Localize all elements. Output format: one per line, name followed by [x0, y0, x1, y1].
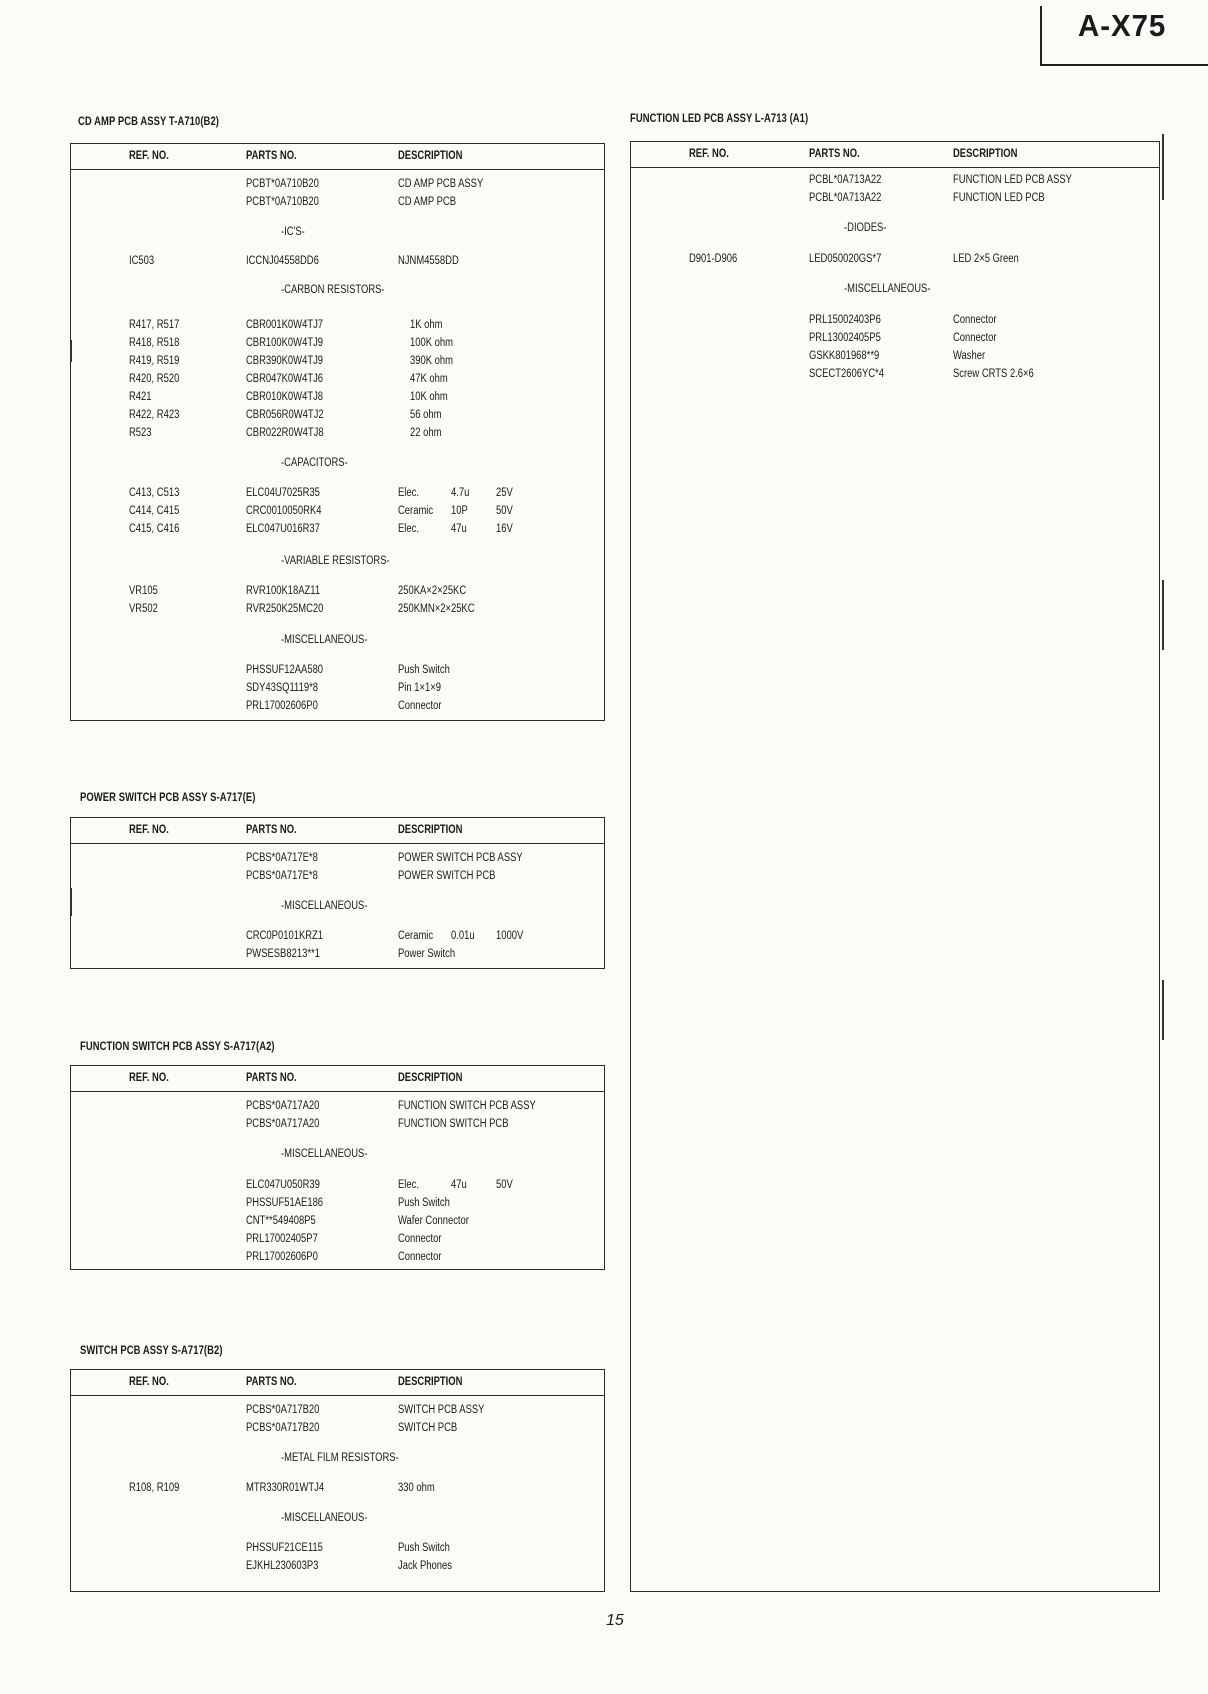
part-number: PCBS*0A717E*8 — [246, 870, 318, 882]
scan-edge-mark — [70, 888, 72, 916]
category-heading: -CARBON RESISTORS- — [281, 284, 385, 296]
description: CD AMP PCB — [398, 196, 457, 208]
description-header: DESCRIPTION — [398, 1376, 463, 1388]
table-row — [71, 1197, 604, 1213]
table-header — [71, 144, 604, 170]
description: SWITCH PCB ASSY — [398, 1404, 485, 1416]
description: FUNCTION SWITCH PCB ASSY — [398, 1100, 536, 1112]
part-number: PWSESB8213**1 — [246, 948, 320, 960]
part-number: PCBS*0A717E*8 — [246, 852, 318, 864]
ref-no: R418, R518 — [129, 337, 180, 349]
part-number: PCBT*0A710B20 — [246, 196, 319, 208]
part-number: PRL17002606P0 — [246, 700, 318, 712]
scan-edge-mark — [1162, 980, 1164, 1040]
table-row — [71, 355, 604, 371]
table-row — [71, 409, 604, 425]
voltage-rating: 50V — [496, 505, 513, 517]
parts-table — [630, 141, 1160, 1592]
category-heading: -METAL FILM RESISTORS- — [281, 1452, 399, 1464]
parts-table — [70, 817, 605, 969]
part-number: CRC0P0101KRZ1 — [246, 930, 324, 942]
section-title: POWER SWITCH PCB ASSY S-A717(E) — [80, 792, 256, 804]
description: Elec. — [398, 487, 419, 499]
ref-no: VR105 — [129, 585, 158, 597]
section-title: FUNCTION SWITCH PCB ASSY S-A717(A2) — [80, 1041, 275, 1053]
part-number: SDY43SQ1119*8 — [246, 682, 319, 694]
part-number: ELC047U050R39 — [246, 1179, 320, 1191]
category-heading: -MISCELLANEOUS- — [281, 1148, 368, 1160]
table-header — [71, 1066, 604, 1092]
table-row — [631, 192, 1159, 208]
description: FUNCTION LED PCB — [953, 192, 1045, 204]
ref-no: C413, C513 — [129, 487, 180, 499]
table-row — [71, 1118, 604, 1134]
table-row — [71, 682, 604, 698]
part-number: EJKHL230603P3 — [246, 1560, 319, 1572]
description: FUNCTION SWITCH PCB — [398, 1118, 509, 1130]
part-number: CRC0010050RK4 — [246, 505, 322, 517]
table-row — [631, 350, 1159, 366]
description: LED 2×5 Green — [953, 253, 1019, 265]
category-heading: -MISCELLANEOUS- — [281, 900, 368, 912]
part-number: CBR056R0W4TJ2 — [246, 409, 324, 421]
table-row — [71, 585, 604, 601]
part-number: PHSSUF21CE115 — [246, 1542, 323, 1554]
description-header: DESCRIPTION — [398, 824, 463, 836]
part-number: PCBT*0A710B20 — [246, 178, 319, 190]
description: Screw CRTS 2.6×6 — [953, 368, 1034, 380]
table-row — [71, 337, 604, 353]
category-heading: -CAPACITORS- — [281, 457, 348, 469]
table-row — [71, 505, 604, 521]
parts-table — [70, 1369, 605, 1592]
table-row — [71, 1179, 604, 1195]
table-row — [71, 427, 604, 443]
description: 56 ohm — [410, 409, 442, 421]
description: Connector — [398, 700, 442, 712]
page-number: 15 — [606, 1612, 624, 1629]
description: 100K ohm — [410, 337, 453, 349]
part-number: PCBL*0A713A22 — [809, 192, 882, 204]
description: CD AMP PCB ASSY — [398, 178, 484, 190]
table-row — [71, 1251, 604, 1267]
table-row — [71, 603, 604, 619]
part-number: PRL17002405P7 — [246, 1233, 318, 1245]
part-number: ELC047U016R37 — [246, 523, 320, 535]
table-row — [71, 319, 604, 335]
part-number: SCECT2606YC*4 — [809, 368, 884, 380]
section-title: SWITCH PCB ASSY S-A717(B2) — [80, 1345, 223, 1357]
scan-edge-mark — [1162, 580, 1164, 650]
table-row — [71, 1422, 604, 1438]
description: Washer — [953, 350, 986, 362]
table-row — [71, 1100, 604, 1116]
voltage-rating: 16V — [496, 523, 513, 535]
table-row — [71, 700, 604, 716]
table-row — [71, 1482, 604, 1498]
ref-no: VR502 — [129, 603, 158, 615]
description: POWER SWITCH PCB — [398, 870, 496, 882]
description: 22 ohm — [410, 427, 442, 439]
table-row — [631, 332, 1159, 348]
part-number: CBR100K0W4TJ9 — [246, 337, 324, 349]
ref-no: C414, C415 — [129, 505, 180, 517]
table-row — [71, 178, 604, 194]
part-number: PCBS*0A717B20 — [246, 1422, 320, 1434]
description: Ceramic — [398, 505, 434, 517]
table-row — [71, 196, 604, 212]
table-row — [71, 870, 604, 886]
scan-edge-mark — [70, 340, 72, 362]
category-heading: -DIODES- — [844, 222, 887, 234]
description: Jack Phones — [398, 1560, 453, 1572]
description: NJNM4558DD — [398, 255, 459, 267]
ref-no: R108, R109 — [129, 1482, 180, 1494]
description: 330 ohm — [398, 1482, 435, 1494]
parts-no-header: PARTS NO. — [809, 148, 860, 160]
part-number: RVR250K25MC20 — [246, 603, 324, 615]
parts-no-header: PARTS NO. — [246, 1376, 297, 1388]
description: 390K ohm — [410, 355, 453, 367]
table-row — [631, 368, 1159, 384]
table-row — [71, 1542, 604, 1558]
table-row — [71, 852, 604, 868]
ref-no: IC503 — [129, 255, 155, 267]
table-row — [71, 523, 604, 539]
table-header — [71, 1370, 604, 1396]
category-heading: -VARIABLE RESISTORS- — [281, 555, 390, 567]
description: Push Switch — [398, 1542, 450, 1554]
description: 1K ohm — [410, 319, 443, 331]
part-number: GSKK801968**9 — [809, 350, 880, 362]
ref-no: C415, C416 — [129, 523, 180, 535]
model-label-box — [1040, 6, 1208, 66]
category-heading: -MISCELLANEOUS- — [281, 634, 368, 646]
table-row — [71, 1233, 604, 1249]
description: 250KMN×2×25KC — [398, 603, 475, 615]
description: Elec. — [398, 1179, 419, 1191]
ref-no: R417, R517 — [129, 319, 180, 331]
voltage-rating: 25V — [496, 487, 513, 499]
ref-no-header: REF. NO. — [129, 1376, 169, 1388]
description: Connector — [398, 1233, 442, 1245]
category-heading: -IC'S- — [281, 226, 305, 238]
component-value: 47u — [451, 523, 467, 535]
section-title: FUNCTION LED PCB ASSY L-A713 (A1) — [630, 113, 809, 125]
parts-no-header: PARTS NO. — [246, 1072, 297, 1084]
description: Elec. — [398, 523, 419, 535]
component-value: 0.01u — [451, 930, 475, 942]
parts-no-header: PARTS NO. — [246, 150, 297, 162]
ref-no: R420, R520 — [129, 373, 180, 385]
table-row — [71, 487, 604, 503]
part-number: PCBS*0A717A20 — [246, 1118, 320, 1130]
parts-no-header: PARTS NO. — [246, 824, 297, 836]
table-row — [631, 314, 1159, 330]
ref-no-header: REF. NO. — [129, 150, 169, 162]
part-number: PRL17002606P0 — [246, 1251, 318, 1263]
part-number: CBR390K0W4TJ9 — [246, 355, 324, 367]
description: SWITCH PCB — [398, 1422, 458, 1434]
part-number: CBR047K0W4TJ6 — [246, 373, 324, 385]
table-row — [631, 174, 1159, 190]
part-number: CNT**549408P5 — [246, 1215, 316, 1227]
voltage-rating: 50V — [496, 1179, 513, 1191]
description-header: DESCRIPTION — [953, 148, 1018, 160]
parts-table — [70, 1065, 605, 1270]
table-row — [71, 930, 604, 946]
part-number: PCBS*0A717A20 — [246, 1100, 320, 1112]
part-number: CBR022R0W4TJ8 — [246, 427, 324, 439]
category-heading: -MISCELLANEOUS- — [844, 283, 931, 295]
part-number: PHSSUF12AA580 — [246, 664, 324, 676]
table-row — [71, 948, 604, 964]
ref-no-header: REF. NO. — [129, 824, 169, 836]
description: Push Switch — [398, 664, 450, 676]
description: Pin 1×1×9 — [398, 682, 441, 694]
part-number: CBR010K0W4TJ8 — [246, 391, 324, 403]
component-value: 10P — [451, 505, 468, 517]
description: 250KA×2×25KC — [398, 585, 467, 597]
ref-no: R421 — [129, 391, 152, 403]
description-header: DESCRIPTION — [398, 150, 463, 162]
category-heading: -MISCELLANEOUS- — [281, 1512, 368, 1524]
table-header — [71, 818, 604, 844]
scan-edge-mark — [1162, 134, 1164, 200]
ref-no: R523 — [129, 427, 152, 439]
ref-no-header: REF. NO. — [689, 148, 729, 160]
description: Push Switch — [398, 1197, 450, 1209]
part-number: ELC04U7025R35 — [246, 487, 320, 499]
ref-no-header: REF. NO. — [129, 1072, 169, 1084]
description: Ceramic — [398, 930, 434, 942]
table-row — [71, 255, 604, 271]
section-title: CD AMP PCB ASSY T-A710(B2) — [78, 116, 220, 128]
description: Connector — [953, 314, 997, 326]
table-row — [71, 1215, 604, 1231]
part-number: RVR100K18AZ11 — [246, 585, 321, 597]
table-row — [71, 1560, 604, 1576]
part-number: PRL13002405P5 — [809, 332, 881, 344]
ref-no: R419, R519 — [129, 355, 180, 367]
description: 10K ohm — [410, 391, 448, 403]
part-number: LED050020GS*7 — [809, 253, 882, 265]
description: Connector — [953, 332, 997, 344]
voltage-rating: 1000V — [496, 930, 524, 942]
part-number: PHSSUF51AE186 — [246, 1197, 324, 1209]
table-row — [631, 253, 1159, 269]
description: 47K ohm — [410, 373, 448, 385]
description: POWER SWITCH PCB ASSY — [398, 852, 523, 864]
part-number: ICCNJ04558DD6 — [246, 255, 319, 267]
ref-no: D901-D906 — [689, 253, 738, 265]
model-number: A-X75 — [1078, 8, 1167, 43]
table-row — [71, 1404, 604, 1420]
table-row — [71, 664, 604, 680]
ref-no: R422, R423 — [129, 409, 180, 421]
parts-table — [70, 143, 605, 721]
description: Power Switch — [398, 948, 456, 960]
table-row — [71, 373, 604, 389]
description: Wafer Connector — [398, 1215, 469, 1227]
description: FUNCTION LED PCB ASSY — [953, 174, 1072, 186]
table-header — [631, 142, 1159, 168]
component-value: 47u — [451, 1179, 467, 1191]
part-number: PCBL*0A713A22 — [809, 174, 882, 186]
part-number: PRL15002403P6 — [809, 314, 881, 326]
component-value: 4.7u — [451, 487, 470, 499]
table-row — [71, 391, 604, 407]
description-header: DESCRIPTION — [398, 1072, 463, 1084]
part-number: MTR330R01WTJ4 — [246, 1482, 325, 1494]
part-number: PCBS*0A717B20 — [246, 1404, 320, 1416]
description: Connector — [398, 1251, 442, 1263]
part-number: CBR001K0W4TJ7 — [246, 319, 324, 331]
